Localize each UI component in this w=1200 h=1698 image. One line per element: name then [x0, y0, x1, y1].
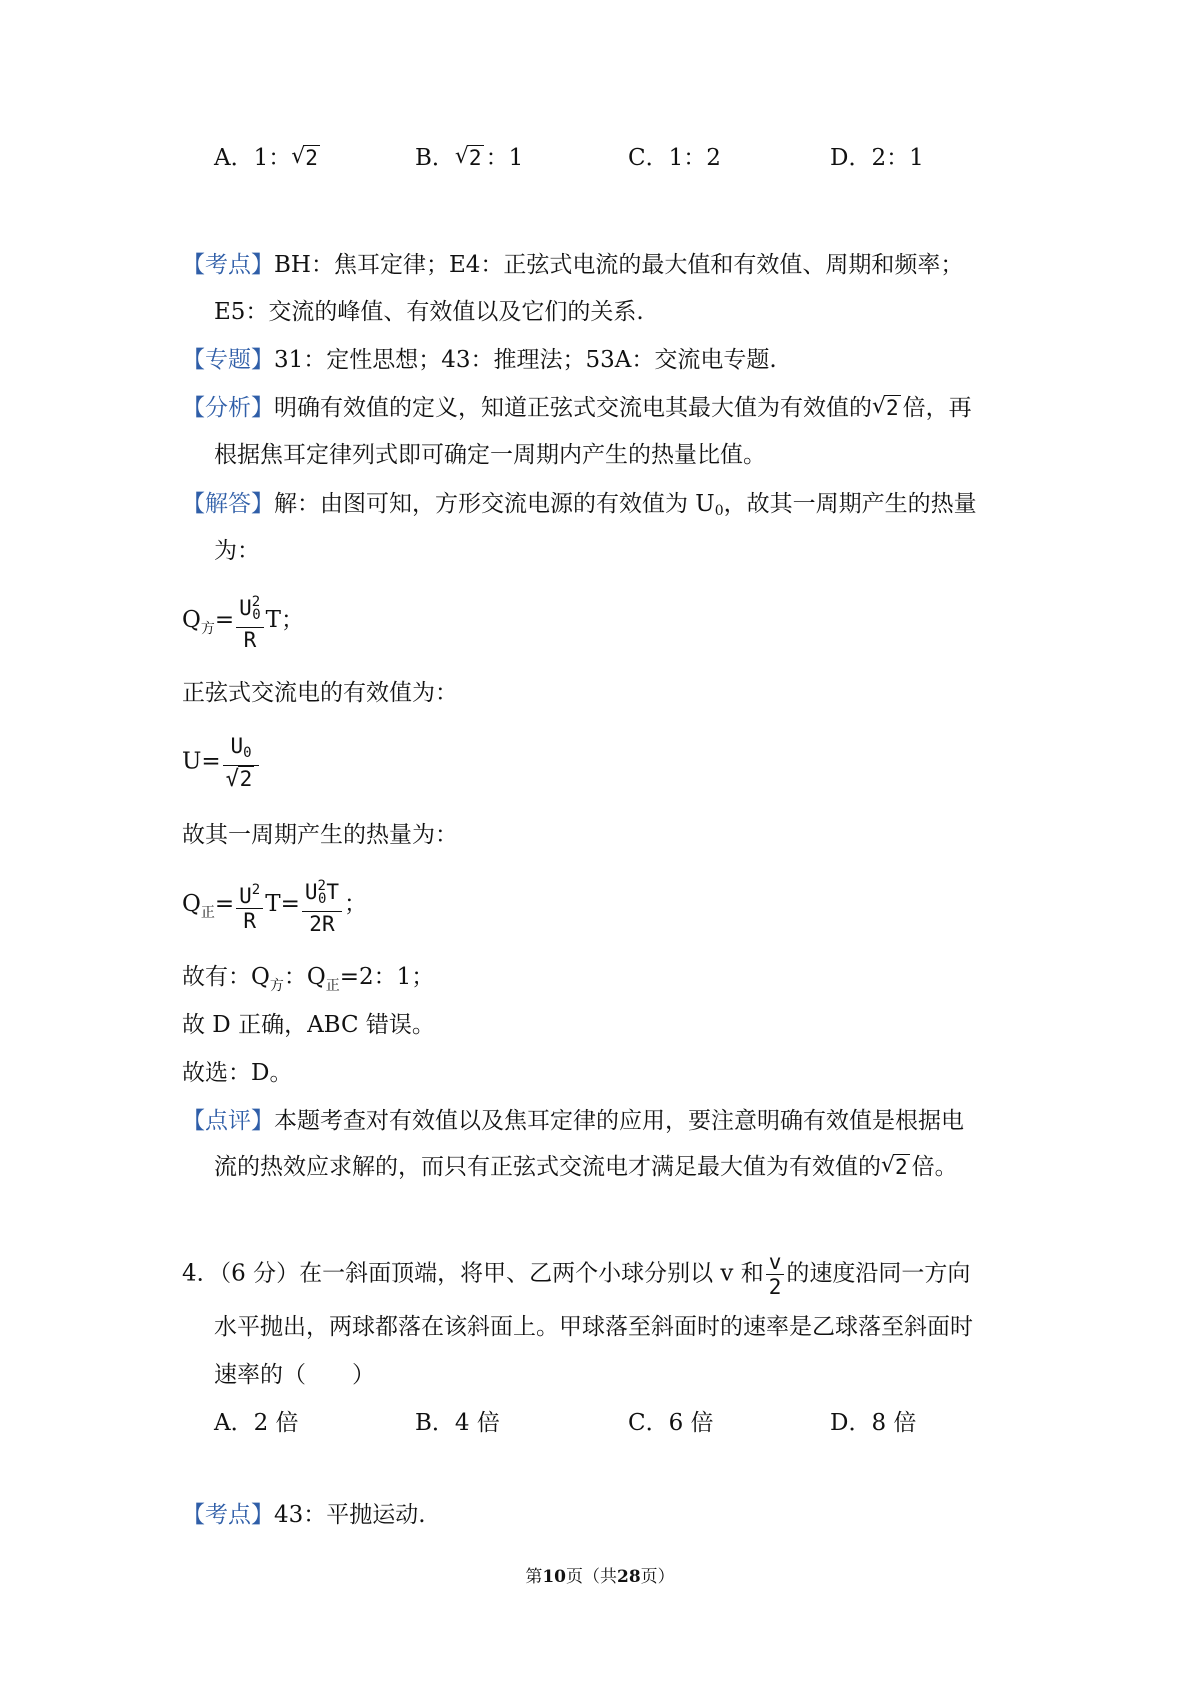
fraction: $U_0$ √ 2	[223, 734, 260, 791]
page-footer: 第10页（共28页）	[525, 1567, 675, 1587]
sqrt-symbol: √ 2	[225, 767, 253, 792]
equation-u-effective: U= $U_0$ √ 2	[182, 734, 261, 791]
jieda-select: 故选：D。	[182, 1060, 293, 1086]
jieda-text3: 故其一周期产生的热量为：	[182, 822, 458, 848]
dianping-tag: 【点评】	[182, 1108, 274, 1134]
kaodian-line2: E5：交流的峰值、有效值以及它们的关系.	[214, 299, 644, 325]
q4-stem-line1: 4．（6 分）在一斜面顶端，将甲、乙两个小球分别以 v 和 $\frac{v}{2}$ 的速度沿同一方向	[182, 1250, 971, 1299]
jieda-tag: 【解答】	[182, 491, 274, 517]
jieda-line1: 【解答】解：由图可知，方形交流电源的有效值为 $U_0$，故其一周期产生的热量	[182, 491, 977, 519]
option-d: D．2：1	[830, 145, 924, 171]
q4-stem-line3: 速率的（ ）	[214, 1362, 375, 1388]
option-c: C．1：2	[628, 145, 721, 171]
kaodian-tag: 【考点】	[182, 1502, 274, 1528]
fenxi-tag: 【分析】	[182, 395, 274, 421]
zhuanti-tag: 【专题】	[182, 347, 274, 373]
jieda-correct: 故 D 正确，ABC 错误。	[182, 1012, 435, 1038]
sqrt-symbol: √ 2	[872, 394, 899, 420]
q4-option-c: C．6 倍	[628, 1410, 714, 1436]
kaodian-tag: 【考点】	[182, 252, 274, 278]
sqrt-symbol: √ 2	[291, 144, 318, 170]
option-a-text: A．1：	[214, 145, 292, 171]
q4-option-d: D．8 倍	[830, 1410, 917, 1436]
jieda-line2: 为：	[214, 538, 260, 564]
q4-kaodian-line: 【考点】43：平抛运动.	[182, 1502, 426, 1528]
kaodian-line1: 【考点】BH：焦耳定律；E4：正弦式电流的最大值和有效值、周期和频率；	[182, 252, 964, 278]
sqrt-symbol: √ 2	[454, 144, 482, 170]
fenxi-line2: 根据焦耳定律列式即可确定一周期内产生的热量比值。	[214, 442, 766, 468]
fraction: $\frac{U^2}{R}$	[236, 878, 263, 933]
equation-q-square: $Q_方=$ $\frac{U^2_0}{R}$ T；	[182, 590, 304, 652]
total-pages: 28	[617, 1567, 641, 1587]
q4-stem-line2: 水平抛出，两球都落在该斜面上。甲球落至斜面时的速率是乙球落至斜面时	[214, 1314, 973, 1340]
dianping-line2: 流的热效应求解的，而只有正弦式交流电才满足最大值为有效值的 √ 2 倍。	[214, 1153, 958, 1180]
option-b: B． √ 2 ：1	[415, 144, 524, 171]
option-a	[214, 143, 322, 173]
jieda-text2: 正弦式交流电的有效值为：	[182, 680, 458, 706]
fraction: $\frac{U^2_0}{R}$	[236, 590, 264, 652]
equation-q-sine: $Q_正=$ $\frac{U^2}{R}$ T= $\frac{U^2_0T}{2R}$ ；	[182, 874, 367, 936]
jieda-ratio: 故有：$Q_方$：$Q_正=2$：1；	[182, 964, 435, 994]
page-number: 10	[542, 1567, 566, 1587]
fraction: $\frac{v}{2}$	[766, 1250, 785, 1299]
fraction: $\frac{U^2_0T}{2R}$	[302, 874, 342, 936]
zhuanti-line: 【专题】31：定性思想；43：推理法；53A：交流电专题.	[182, 347, 777, 373]
sqrt-symbol: √ 2	[881, 1153, 908, 1179]
dianping-line1: 【点评】本题考查对有效值以及焦耳定律的应用，要注意明确有效值是根据电	[182, 1108, 964, 1134]
fenxi-line1: 【分析】明确有效值的定义，知道正弦式交流电其最大值为有效值的 √ 2 倍，再	[182, 394, 972, 421]
q4-option-b: B．4 倍	[415, 1410, 500, 1436]
q4-option-a: A．2 倍	[214, 1410, 299, 1436]
